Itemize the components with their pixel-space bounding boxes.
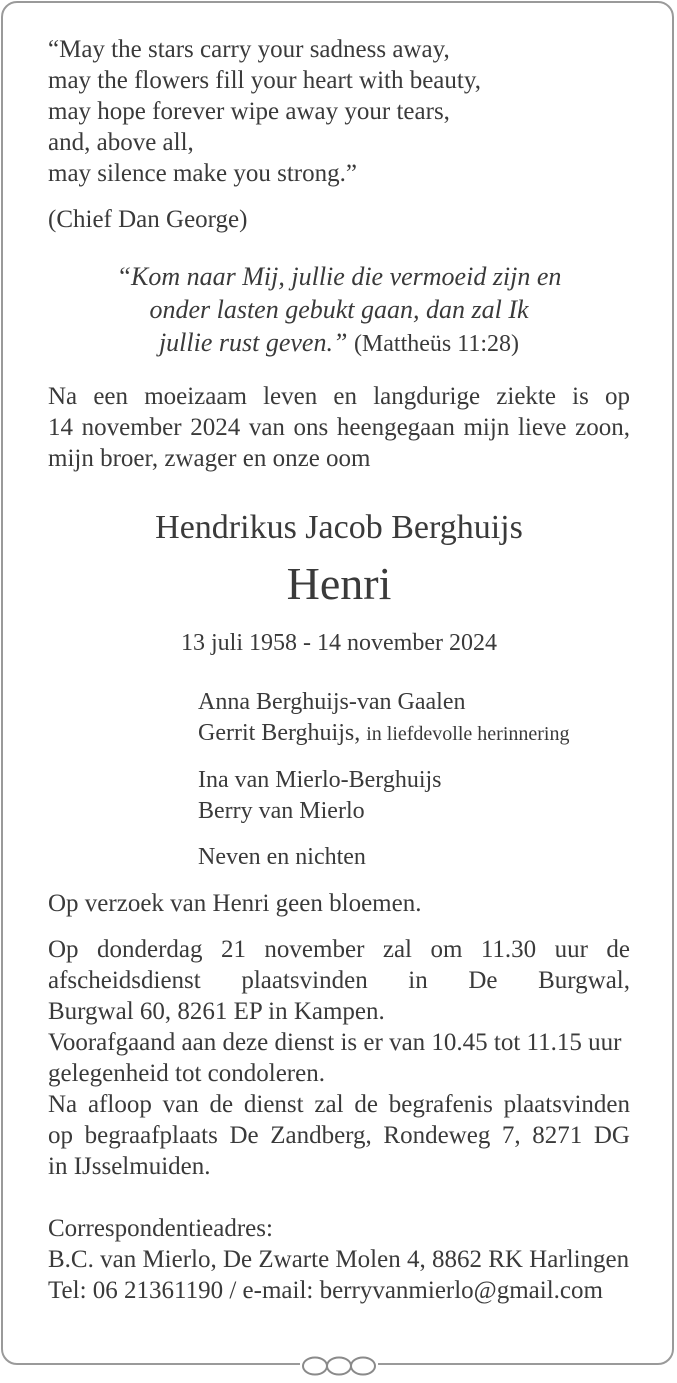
- no-flowers-note: Op verzoek van Henri geen bloemen.: [48, 890, 422, 917]
- poem-line: may the flowers fill your heart with beauty,: [48, 67, 481, 94]
- family-member: Gerrit Berghuijs,: [198, 720, 361, 746]
- announcement-line: mijn broer, zwager en onze oom: [48, 445, 371, 472]
- service-line: Na afloop van de dienst zal de begrafenis plaatsvinden: [48, 1091, 630, 1118]
- memorial-note: in liefdevolle herinnering: [366, 723, 570, 745]
- family-member: Berry van Mierlo: [198, 798, 365, 824]
- bible-verse: [48, 260, 630, 361]
- poem-line: may silence make you strong.”: [48, 160, 357, 187]
- deceased-full-name: Hendrikus Jacob Berghuijs: [155, 509, 523, 546]
- verse-reference: (Mattheüs 11:28): [353, 331, 520, 357]
- family-member: Anna Berghuijs-van Gaalen: [198, 689, 466, 715]
- poem-line: “May the stars carry your sadness away,: [48, 36, 450, 63]
- family-member: Ina van Mierlo-Berghuijs: [198, 767, 442, 793]
- verse-line: jullie rust geven.”: [158, 328, 348, 357]
- poem-line: and, above all,: [48, 129, 194, 156]
- family-group: [198, 687, 630, 750]
- service-line: in IJsselmuiden.: [48, 1153, 211, 1180]
- service-line: Op donderdag 21 november zal om 11.30 uur de: [48, 936, 630, 963]
- obituary-content: [48, 34, 630, 1306]
- life-dates: 13 juli 1958 - 14 november 2024: [181, 630, 497, 656]
- verse-line: “Kom naar Mij, jullie die vermoeid zijn en: [116, 262, 562, 291]
- family-group: Neven en nichten: [198, 844, 366, 870]
- poem-line: may hope forever wipe away your tears,: [48, 98, 450, 125]
- service-line: Burgwal 60, 8261 EP in Kampen.: [48, 998, 385, 1025]
- family-group: [198, 765, 630, 827]
- correspondence-contact: Tel: 06 21361190 / e-mail: berryvanmierlo@gmail.com: [48, 1277, 603, 1304]
- poem-quote: [48, 34, 630, 189]
- verse-line: onder lasten gebukt gaan, dan zal Ik: [149, 295, 529, 324]
- announcement-text: [48, 381, 630, 474]
- deceased-call-name: Henri: [286, 558, 392, 609]
- service-line: gelegenheid tot condoleren.: [48, 1060, 325, 1087]
- infinity-ornament-icon: [300, 1354, 378, 1378]
- poem-attribution: (Chief Dan George): [48, 206, 248, 233]
- correspondence-address: [48, 1213, 630, 1306]
- service-line: Voorafgaand aan deze dienst is er van 10.45 tot 11.15 uur: [48, 1029, 622, 1056]
- service-line: op begraafplaats De Zandberg, Rondeweg 7, 8271 DG: [48, 1122, 630, 1149]
- correspondence-heading: Correspondentieadres:: [48, 1215, 273, 1242]
- announcement-line: 14 november 2024 van ons heengegaan mijn lieve zoon,: [48, 414, 630, 441]
- service-line: afscheidsdienst plaatsvinden in De Burgwal,: [48, 967, 630, 994]
- family-list: [198, 687, 630, 873]
- service-details: [48, 934, 630, 1182]
- correspondence-address-line: B.C. van Mierlo, De Zwarte Molen 4, 8862 RK Harlingen: [48, 1246, 630, 1273]
- announcement-line: Na een moeizaam leven en langdurige ziekte is op: [48, 383, 630, 410]
